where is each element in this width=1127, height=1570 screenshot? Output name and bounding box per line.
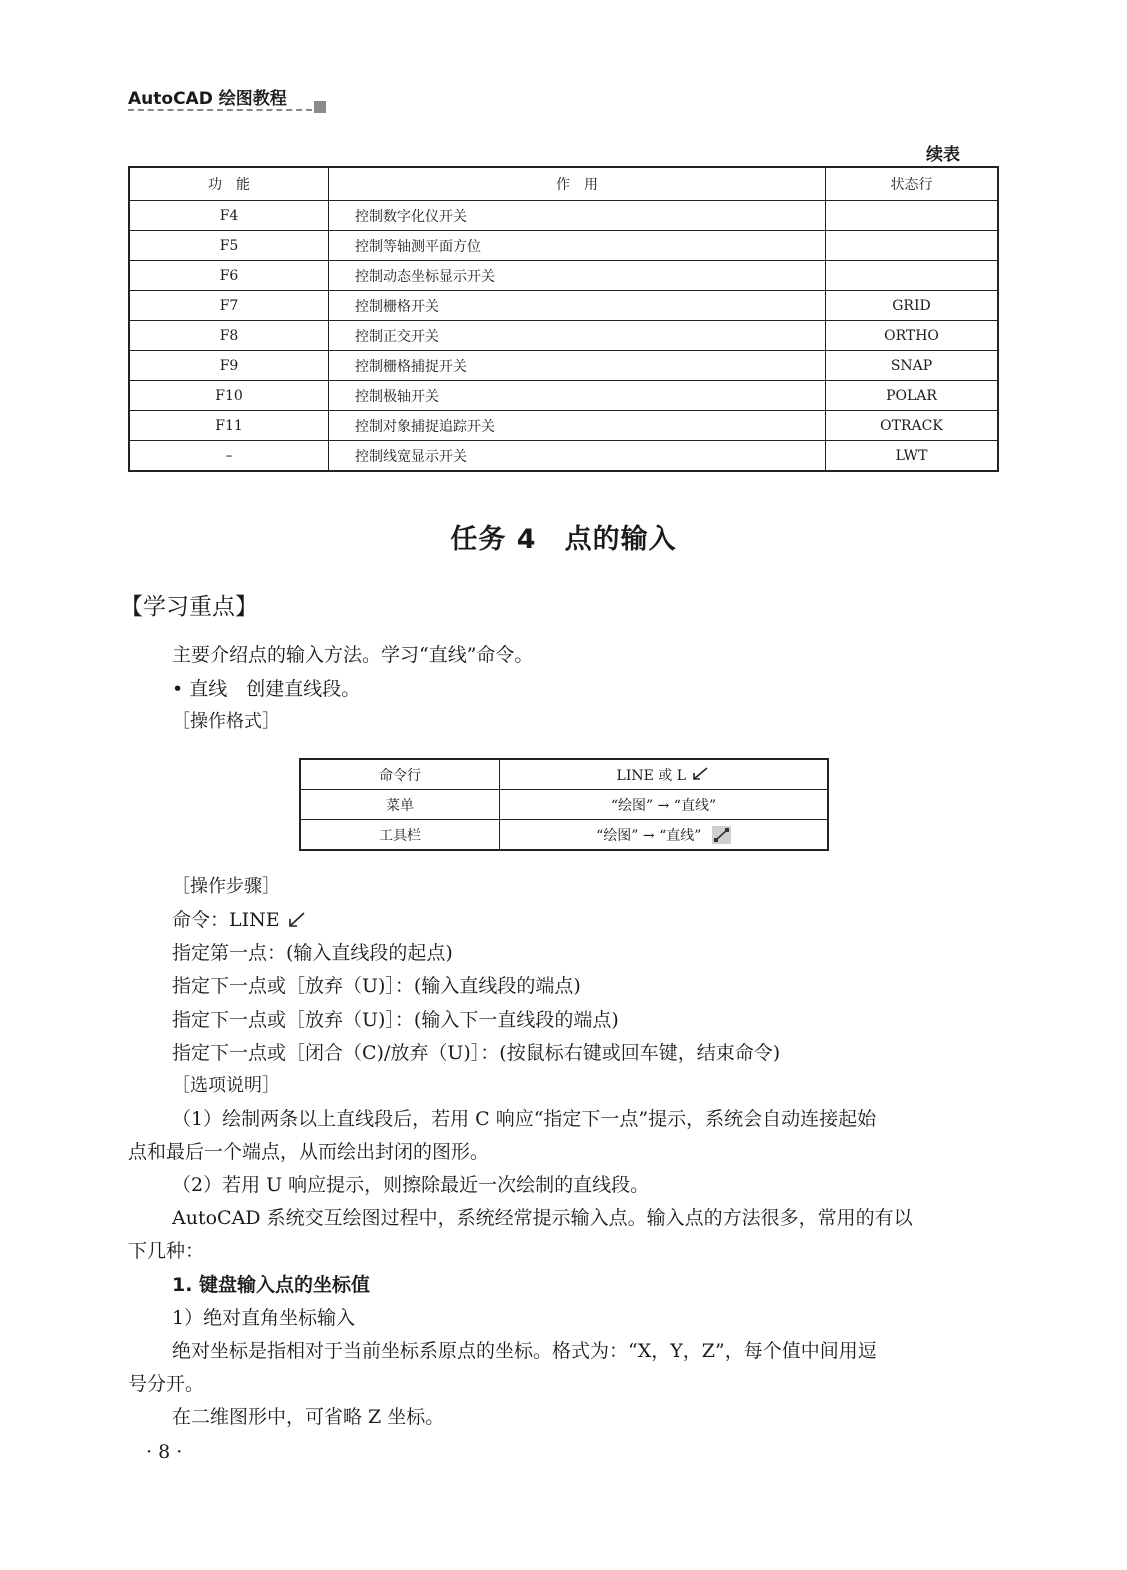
option-1-line-1: （1）绘制两条以上直线段后，若用 C 响应“指定下一点”提示，系统会自动连接起始 xyxy=(172,1108,877,1130)
key-cell: F6 xyxy=(129,261,329,291)
subsection-heading: 1. 键盘输入点的坐标值 xyxy=(172,1274,371,1296)
key-cell: F5 xyxy=(129,231,329,261)
purpose-cell: 控制栅格开关 xyxy=(329,291,826,321)
section-heading: 【学习重点】 xyxy=(120,594,258,620)
status-cell: GRID xyxy=(826,291,999,321)
step-line xyxy=(172,905,306,932)
line-tool-icon xyxy=(712,826,731,844)
table-row xyxy=(300,759,828,790)
step-line: 指定下一点或［闭合（C)/放弃（U)］：(按鼠标右键或回车键，结束命令) xyxy=(172,1042,781,1064)
paragraph-line-1: AutoCAD 系统交互绘图过程中，系统经常提示输入点。输入点的方法很多，常用的有以 xyxy=(172,1207,913,1229)
header-function: 功 能 xyxy=(129,167,329,201)
paragraph-line-2: 下几种： xyxy=(128,1240,205,1262)
status-cell: POLAR xyxy=(826,381,999,411)
header-status: 状态行 xyxy=(826,167,999,201)
step-line: 指定下一点或［放弃（U)］：(输入下一直线段的端点) xyxy=(172,1009,619,1031)
function-key-table xyxy=(128,166,999,472)
steps-heading: ［操作步骤］ xyxy=(172,876,280,897)
subsubsection-heading: 1）绝对直角坐标输入 xyxy=(172,1307,356,1329)
absolute-coord-line-1: 绝对坐标是指相对于当前坐标系原点的坐标。格式为：“X，Y，Z”，每个值中间用逗 xyxy=(172,1340,877,1362)
command-value-cell xyxy=(500,759,829,790)
purpose-cell: 控制栅格捕捉开关 xyxy=(329,351,826,381)
command-value-text: LINE 或 L xyxy=(616,767,687,784)
status-cell: ORTHO xyxy=(826,321,999,351)
table-row xyxy=(129,351,998,381)
header-square xyxy=(314,101,326,113)
key-cell: F11 xyxy=(129,411,329,441)
command-method-cell: 工具栏 xyxy=(300,820,500,851)
status-cell: OTRACK xyxy=(826,411,999,441)
command-table xyxy=(299,758,829,851)
command-value-cell xyxy=(500,820,829,851)
table-row xyxy=(129,261,998,291)
table-row xyxy=(300,820,828,851)
status-cell: SNAP xyxy=(826,351,999,381)
step-line: 指定第一点：(输入直线段的起点) xyxy=(172,942,453,964)
key-cell: F10 xyxy=(129,381,329,411)
purpose-cell: 控制动态坐标显示开关 xyxy=(329,261,826,291)
table-row xyxy=(129,201,998,231)
page-number: · 8 · xyxy=(146,1441,183,1463)
purpose-cell: 控制数字化仪开关 xyxy=(329,201,826,231)
intro-paragraph: 主要介绍点的输入方法。学习“直线”命令。 xyxy=(172,644,534,666)
header-rule xyxy=(128,109,312,111)
bullet-line: • 直线 创建直线段。 xyxy=(172,678,361,700)
enter-arrow-icon xyxy=(286,912,306,928)
step-line: 指定下一点或［放弃（U)］：(输入直线段的端点) xyxy=(172,975,581,997)
purpose-cell: 控制对象捕捉追踪开关 xyxy=(329,411,826,441)
table-row xyxy=(129,231,998,261)
last-paragraph: 在二维图形中，可省略 Z 坐标。 xyxy=(172,1406,445,1428)
format-heading: ［操作格式］ xyxy=(172,711,280,732)
step-text: 命令：LINE xyxy=(172,909,280,931)
status-cell xyxy=(826,201,999,231)
table-row xyxy=(300,790,828,820)
key-cell: F8 xyxy=(129,321,329,351)
purpose-cell: 控制线宽显示开关 xyxy=(329,441,826,472)
table-row xyxy=(129,441,998,472)
purpose-cell: 控制等轴测平面方位 xyxy=(329,231,826,261)
option-1-line-2: 点和最后一个端点，从而绘出封闭的图形。 xyxy=(128,1141,490,1163)
purpose-cell: 控制极轴开关 xyxy=(329,381,826,411)
continued-label: 续表 xyxy=(926,145,960,165)
purpose-cell: 控制正交开关 xyxy=(329,321,826,351)
table-row xyxy=(129,381,998,411)
command-method-cell: 命令行 xyxy=(300,759,500,790)
absolute-coord-line-2: 号分开。 xyxy=(128,1373,205,1395)
task-title: 任务 4 点的输入 xyxy=(450,524,677,555)
key-cell: F4 xyxy=(129,201,329,231)
table-row xyxy=(129,321,998,351)
key-cell: F7 xyxy=(129,291,329,321)
header-title: AutoCAD 绘图教程 xyxy=(128,89,287,109)
table-row xyxy=(129,291,998,321)
key-cell: F9 xyxy=(129,351,329,381)
table-row xyxy=(129,411,998,441)
options-heading: ［选项说明］ xyxy=(172,1075,280,1096)
command-value-cell: “绘图” → “直线” xyxy=(500,790,829,820)
header-purpose: 作 用 xyxy=(329,167,826,201)
command-method-cell: 菜单 xyxy=(300,790,500,820)
option-2-line: （2）若用 U 响应提示，则擦除最近一次绘制的直线段。 xyxy=(172,1174,650,1196)
command-value-text: “绘图” → “直线” xyxy=(596,827,702,844)
enter-arrow-icon xyxy=(690,766,710,782)
status-cell xyxy=(826,231,999,261)
status-cell xyxy=(826,261,999,291)
key-cell: – xyxy=(129,441,329,472)
table-header-row xyxy=(129,167,998,201)
status-cell: LWT xyxy=(826,441,999,472)
